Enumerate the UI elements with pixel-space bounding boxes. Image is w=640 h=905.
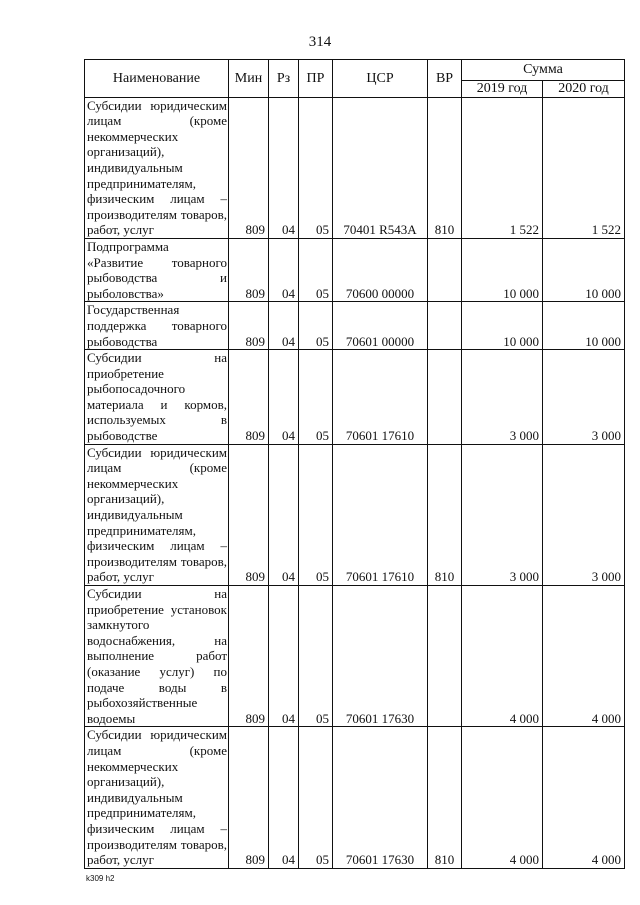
row-csr: 70601 17610 xyxy=(333,444,428,585)
row-name: Государственная поддержка товарного рыбоводства xyxy=(85,302,229,350)
row-sum-2020: 4 000 xyxy=(543,586,625,727)
row-name: Субсидии на приобретение рыбопосадочного материала и кормов, используемых в рыбоводстве xyxy=(85,350,229,445)
row-sum-2019: 3 000 xyxy=(462,350,543,445)
row-pr: 05 xyxy=(299,350,333,445)
row-sum-2020: 10 000 xyxy=(543,238,625,301)
row-rz: 04 xyxy=(269,350,299,445)
row-sum-2019: 10 000 xyxy=(462,238,543,301)
table-row xyxy=(85,350,625,445)
row-rz: 04 xyxy=(269,727,299,868)
col-header-rz: Рз xyxy=(269,60,299,98)
footer-code: k309 h2 xyxy=(86,874,115,883)
row-vr xyxy=(428,350,462,445)
table-row xyxy=(85,302,625,350)
row-vr xyxy=(428,238,462,301)
row-rz: 04 xyxy=(269,444,299,585)
row-pr: 05 xyxy=(299,238,333,301)
row-rz: 04 xyxy=(269,586,299,727)
row-sum-2019: 3 000 xyxy=(462,444,543,585)
row-csr: 70601 00000 xyxy=(333,302,428,350)
col-header-vr: ВР xyxy=(428,60,462,98)
row-sum-2019: 10 000 xyxy=(462,302,543,350)
row-csr: 70600 00000 xyxy=(333,238,428,301)
table-row xyxy=(85,238,625,301)
row-sum-2019: 4 000 xyxy=(462,586,543,727)
page-number: 314 xyxy=(308,34,332,50)
row-min: 809 xyxy=(229,350,269,445)
row-min: 809 xyxy=(229,444,269,585)
row-min: 809 xyxy=(229,97,269,238)
row-vr xyxy=(428,302,462,350)
row-sum-2020: 3 000 xyxy=(543,444,625,585)
row-csr: 70601 17630 xyxy=(333,586,428,727)
row-name: Субсидии юридическим лицам (кроме некоммерческих организаций), индивидуальным предпринимателям, физическим лицам – производителям товаров, работ, услуг xyxy=(85,97,229,238)
row-csr: 70601 17610 xyxy=(333,350,428,445)
row-sum-2019: 1 522 xyxy=(462,97,543,238)
col-header-2019: 2019 год xyxy=(462,81,543,98)
row-name: Субсидии на приобретение установок замкнутого водоснабжения, на выполнение работ (оказание услуг) по подаче воды в рыбохозяйственные водоемы xyxy=(85,586,229,727)
row-min: 809 xyxy=(229,238,269,301)
row-csr: 70601 17630 xyxy=(333,727,428,868)
row-name: Субсидии юридическим лицам (кроме некоммерческих организаций), индивидуальным предпринимателям, физическим лицам – производителям товаров, работ, услуг xyxy=(85,727,229,868)
row-name: Подпрограмма «Развитие товарного рыбоводства и рыболовства» xyxy=(85,238,229,301)
table-row xyxy=(85,97,625,238)
row-vr: 810 xyxy=(428,97,462,238)
row-vr: 810 xyxy=(428,444,462,585)
col-header-2020: 2020 год xyxy=(543,81,625,98)
row-pr: 05 xyxy=(299,302,333,350)
row-min: 809 xyxy=(229,727,269,868)
col-header-min: Мин xyxy=(229,60,269,98)
table-row xyxy=(85,444,625,585)
row-rz: 04 xyxy=(269,97,299,238)
row-sum-2020: 1 522 xyxy=(543,97,625,238)
row-rz: 04 xyxy=(269,302,299,350)
row-sum-2020: 4 000 xyxy=(543,727,625,868)
budget-table xyxy=(84,59,625,869)
col-header-name: Наименование xyxy=(85,60,229,98)
col-header-csr: ЦСР xyxy=(333,60,428,98)
row-name: Субсидии юридическим лицам (кроме некоммерческих организаций), индивидуальным предпринимателям, физическим лицам – производителям товаров, работ, услуг xyxy=(85,444,229,585)
row-sum-2019: 4 000 xyxy=(462,727,543,868)
row-min: 809 xyxy=(229,302,269,350)
row-csr: 70401 R543A xyxy=(333,97,428,238)
row-sum-2020: 10 000 xyxy=(543,302,625,350)
col-header-pr: ПР xyxy=(299,60,333,98)
row-pr: 05 xyxy=(299,586,333,727)
row-pr: 05 xyxy=(299,727,333,868)
row-pr: 05 xyxy=(299,444,333,585)
col-header-sum: Сумма xyxy=(462,60,625,81)
row-min: 809 xyxy=(229,586,269,727)
row-rz: 04 xyxy=(269,238,299,301)
row-vr: 810 xyxy=(428,727,462,868)
row-pr: 05 xyxy=(299,97,333,238)
table-row xyxy=(85,727,625,868)
table-row xyxy=(85,586,625,727)
row-vr xyxy=(428,586,462,727)
row-sum-2020: 3 000 xyxy=(543,350,625,445)
